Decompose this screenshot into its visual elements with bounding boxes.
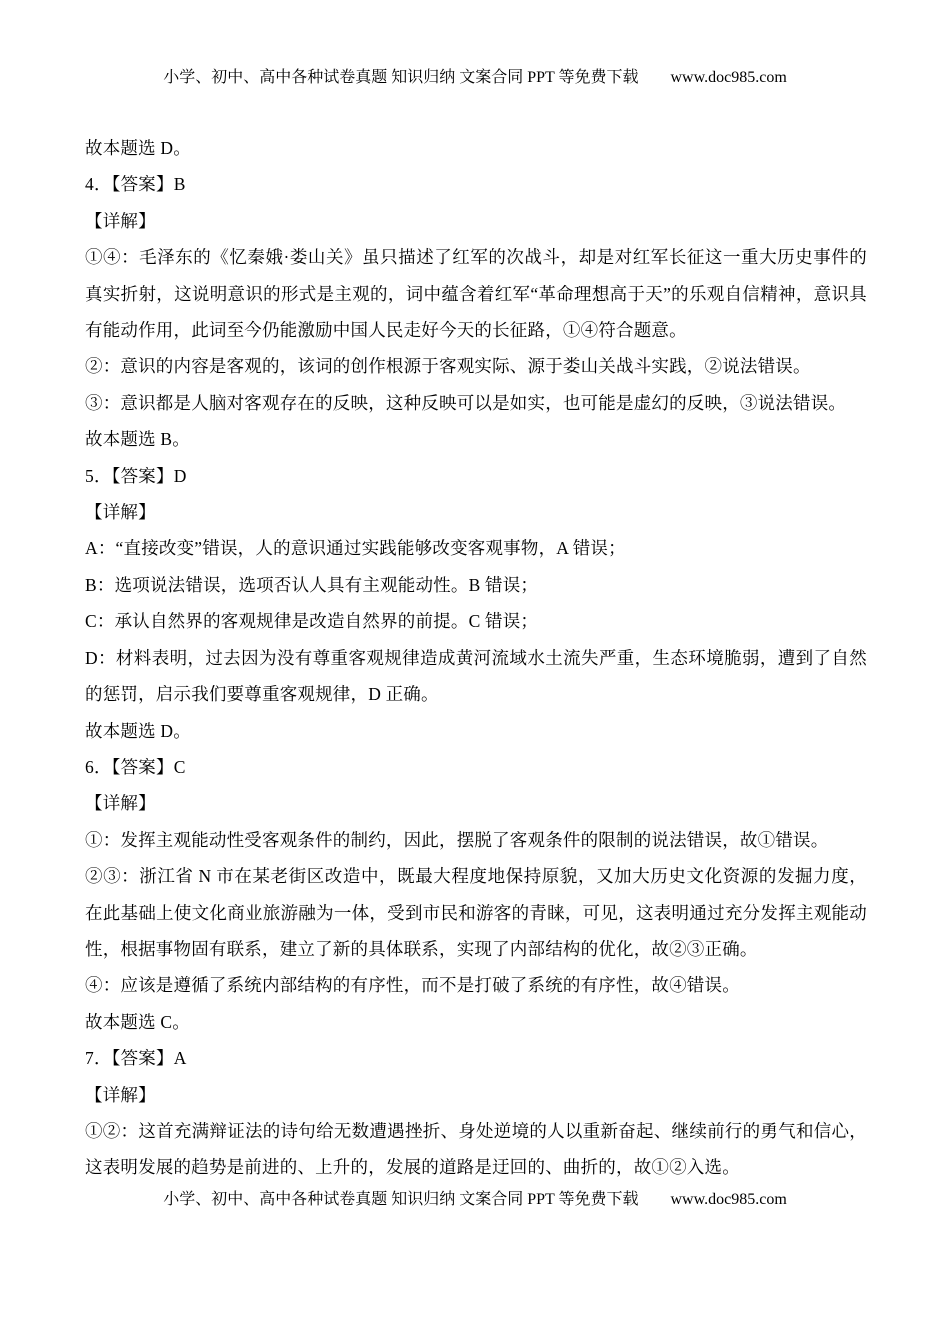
- paragraph: 故本题选 D。: [85, 720, 191, 741]
- paragraph: 故本题选 D。: [85, 138, 191, 158]
- footer-promo-text: 小学、初中、高中各种试卷真题 知识归纳 文案合同 PPT 等免费下载: [163, 1191, 639, 1208]
- header-promo-text: 小学、初中、高中各种试卷真题 知识归纳 文案合同 PPT 等免费下载: [163, 69, 639, 86]
- detail-heading: 【详解】: [85, 502, 156, 523]
- answer-heading: 6．【答案】C: [85, 756, 186, 777]
- detail-heading: 【详解】: [85, 793, 156, 814]
- paragraph: ①：发挥主观能动性受客观条件的制约，因此，摆脱了客观条件的限制的说法错误，故①错误。: [85, 829, 829, 850]
- paragraph: B：选项说法错误，选项否认人具有主观能动性。B 错误；: [85, 574, 539, 595]
- header-url: www.doc985.com: [670, 69, 787, 86]
- footer-url: www.doc985.com: [670, 1191, 787, 1208]
- paragraph: ①②：这首充满辩证法的诗句给无数遭遇挫折、身处逆境的人以重新奋起、继续前行的勇气和信心，这表明发展的趋势是前进的、上升的，发展的道路是迂回的、曲折的，故①②入选。: [85, 1120, 867, 1178]
- detail-heading: 【详解】: [85, 1084, 156, 1105]
- paragraph: ④：应该是遵循了系统内部结构的有序性，而不是打破了系统的有序性，故④错误。: [85, 975, 740, 996]
- paragraph: 故本题选 B。: [85, 429, 190, 450]
- paragraph: 故本题选 C。: [85, 1011, 190, 1032]
- paragraph: D：材料表明，过去因为没有尊重客观规律造成黄河流域水土流失严重，生态环境脆弱，遭到了自然的惩罚，启示我们要尊重客观规律，D 正确。: [85, 647, 867, 705]
- paragraph: A：“直接改变”错误，人的意识通过实践能够改变客观事物，A 错误；: [85, 538, 626, 559]
- document-body: [85, 130, 867, 1186]
- paragraph: ①④：毛泽东的《忆秦娥·娄山关》虽只描述了红军的次战斗，却是对红军长征这一重大历史事件的真实折射，这说明意识的形式是主观的，词中蕴含着红军“革命理想高于天”的乐观自信精神，意识具有能动作用，此词至今仍能激励中国人民走好今天的长征路，①④符合题意。: [85, 247, 867, 341]
- paragraph: ②③：浙江省 N 市在某老街区改造中，既最大程度地保持原貌，又加大历史文化资源的发掘力度，在此基础上使文化商业旅游融为一体，受到市民和游客的青睐，可见，这表明通过充分发挥主观能动性，根据事物固有联系，建立了新的具体联系，实现了内部结构的优化，故②③正确。: [85, 866, 867, 959]
- paragraph: C：承认自然界的客观规律是改造自然界的前提。C 错误；: [85, 611, 539, 632]
- detail-heading: 【详解】: [85, 210, 156, 231]
- page-footer: [0, 1190, 950, 1210]
- page-header: [0, 68, 950, 88]
- paragraph: ③：意识都是人脑对客观存在的反映，这种反映可以是如实，也可能是虚幻的反映，③说法错误。: [85, 392, 847, 413]
- paragraph: ②：意识的内容是客观的，该词的创作根源于客观实际、源于娄山关战斗实践，②说法错误。: [85, 356, 811, 377]
- answer-heading: 4．【答案】B: [85, 174, 186, 195]
- answer-heading: 5．【答案】D: [85, 465, 187, 486]
- answer-heading: 7．【答案】A: [85, 1048, 187, 1069]
